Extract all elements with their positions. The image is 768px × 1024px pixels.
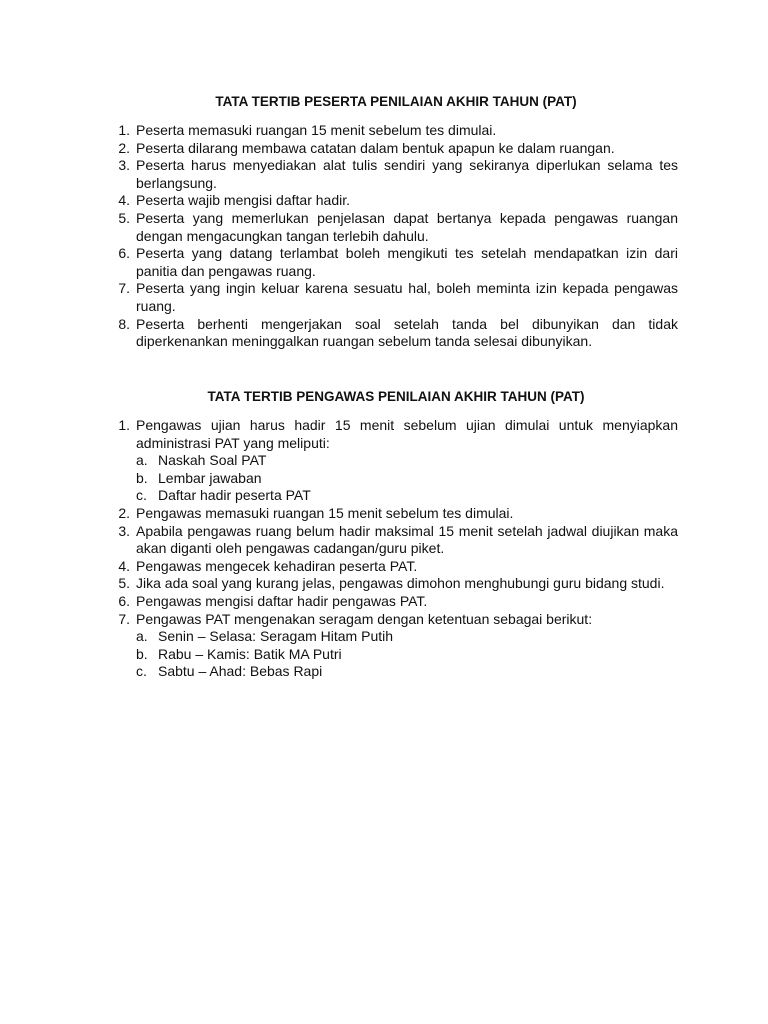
rule-item	[106, 417, 678, 505]
sub-letter: b.	[136, 469, 148, 486]
rule-text: Peserta berhenti mengerjakan soal setelah tanda bel dibunyikan dan tidak diperkenankan meninggalkan ruangan sebelum tanda selesai dibunyikan.	[136, 315, 678, 350]
pengawas-rules-section	[106, 388, 678, 681]
rule-number: 7.	[118, 610, 130, 627]
sub-text: Naskah Soal PAT	[158, 452, 267, 469]
sub-item	[136, 487, 678, 505]
rule-number: 3.	[118, 522, 130, 539]
rule-number: 8.	[118, 315, 130, 332]
sub-letter: a.	[136, 452, 148, 469]
rule-number: 4.	[118, 557, 130, 574]
sub-item	[136, 646, 678, 664]
rule-number: 1.	[118, 417, 130, 433]
sub-item	[136, 663, 678, 681]
sub-text: Rabu – Kamis: Batik MA Putri	[158, 645, 342, 662]
sub-text: Sabtu – Ahad: Bebas Rapi	[158, 663, 323, 680]
peserta-rules-list	[106, 122, 678, 351]
rule-number: 7.	[118, 280, 130, 297]
sub-text: Senin – Selasa: Seragam Hitam Putih	[158, 628, 394, 645]
rule-item	[106, 122, 678, 140]
rule-item	[106, 575, 678, 593]
rule-number: 2.	[118, 504, 130, 521]
rule-item	[106, 523, 678, 558]
rule-item	[106, 210, 678, 245]
rule-item	[106, 611, 678, 681]
sub-text: Lembar jawaban	[158, 469, 262, 486]
rule-text: Pengawas PAT mengenakan seragam dengan ketentuan sebagai berikut:	[136, 610, 593, 627]
sub-letter: b.	[136, 645, 148, 662]
rule-text: Pengawas memasuki ruangan 15 menit sebelum tes dimulai.	[136, 504, 514, 521]
rule-item	[106, 245, 678, 280]
sub-item	[136, 628, 678, 646]
sub-list	[136, 452, 678, 505]
rule-number: 1.	[118, 122, 130, 138]
rule-text: Pengawas mengecek kehadiran peserta PAT.	[136, 557, 418, 574]
sub-item	[136, 452, 678, 470]
rule-item	[106, 593, 678, 611]
peserta-rules-title: TATA TERTIB PESERTA PENILAIAN AKHIR TAHUN (PAT)	[215, 94, 577, 109]
rule-text: Peserta harus menyediakan alat tulis sendiri yang sekiranya diperlukan selama tes berlangsung.	[136, 157, 678, 191]
rule-item	[106, 140, 678, 158]
sub-list	[136, 628, 678, 681]
rule-number: 2.	[118, 139, 130, 156]
rule-number: 3.	[118, 157, 130, 174]
rule-text: Peserta dilarang membawa catatan dalam bentuk apapun ke dalam ruangan.	[136, 139, 615, 156]
rule-item	[106, 192, 678, 210]
rule-number: 6.	[118, 245, 130, 262]
rule-number: 6.	[118, 592, 130, 609]
sub-item	[136, 470, 678, 488]
rule-item	[106, 558, 678, 576]
sub-letter: c.	[136, 487, 147, 504]
rule-text: Peserta yang memerlukan penjelasan dapat bertanya kepada pengawas ruangan dengan mengacungkan tangan terlebih dahulu.	[136, 209, 678, 244]
rule-number: 5.	[118, 575, 130, 592]
rule-text: Jika ada soal yang kurang jelas, pengawas dimohon menghubungi guru bidang studi.	[136, 575, 665, 592]
rule-number: 5.	[118, 209, 130, 226]
rule-item	[106, 280, 678, 315]
rule-number: 4.	[118, 192, 130, 209]
pengawas-rules-list	[106, 417, 678, 681]
pengawas-rules-title: TATA TERTIB PENGAWAS PENILAIAN AKHIR TAHUN (PAT)	[207, 389, 585, 404]
rule-text: Pengawas ujian harus hadir 15 menit sebelum ujian dimulai untuk menyiapkan administrasi PAT yang meliputi:	[136, 417, 678, 451]
sub-text: Daftar hadir peserta PAT	[158, 487, 311, 504]
rule-text: Peserta yang ingin keluar karena sesuatu hal, boleh meminta izin kepada pengawas ruang.	[136, 280, 678, 314]
rule-item	[106, 157, 678, 192]
rule-text: Pengawas mengisi daftar hadir pengawas PAT.	[136, 592, 428, 609]
sub-letter: c.	[136, 663, 147, 680]
rule-text: Apabila pengawas ruang belum hadir maksimal 15 menit setelah jadwal diujikan maka akan diganti oleh pengawas cadangan/guru piket.	[136, 522, 678, 557]
rule-item	[106, 505, 678, 523]
rule-text: Peserta yang datang terlambat boleh mengikuti tes setelah mendapatkan izin dari panitia dan pengawas ruang.	[136, 245, 678, 279]
rule-item	[106, 316, 678, 351]
rule-text: Peserta wajib mengisi daftar hadir.	[136, 192, 350, 209]
peserta-rules-section	[106, 93, 678, 351]
rule-text: Peserta memasuki ruangan 15 menit sebelum tes dimulai.	[136, 122, 497, 138]
sub-letter: a.	[136, 628, 148, 645]
